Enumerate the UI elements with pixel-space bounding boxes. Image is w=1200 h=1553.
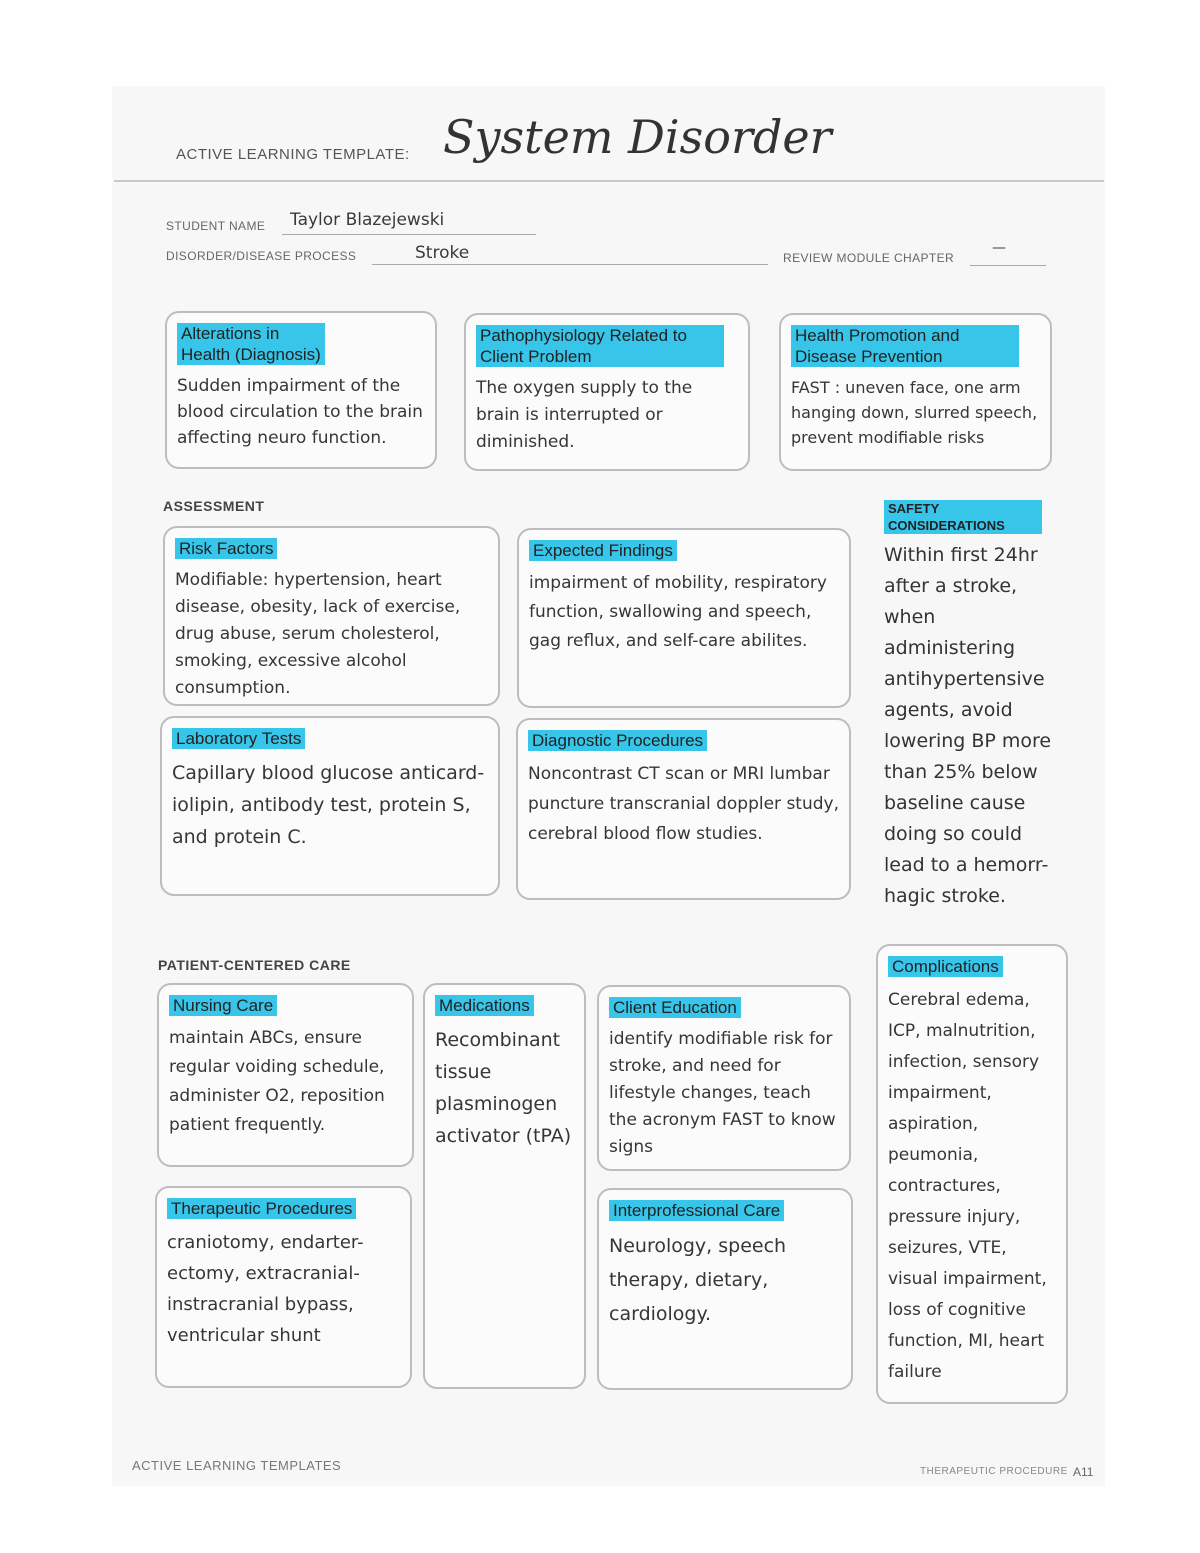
page-title: System Disorder bbox=[443, 110, 832, 164]
assessment-label: ASSESSMENT bbox=[163, 498, 265, 514]
expected-findings-title: Expected Findings bbox=[529, 540, 677, 561]
medications-title: Medications bbox=[435, 995, 534, 1016]
footer-left: ACTIVE LEARNING TEMPLATES bbox=[132, 1458, 342, 1473]
student-name-line bbox=[282, 234, 536, 235]
health-promotion-box bbox=[779, 313, 1052, 471]
nursing-care-text[interactable]: maintain ABCs, ensure regular voiding schedule, administer O2, reposition patient frequently. bbox=[169, 1028, 385, 1135]
laboratory-tests-title: Laboratory Tests bbox=[172, 728, 305, 749]
therapeutic-procedures-box bbox=[155, 1186, 412, 1388]
therapeutic-procedures-text[interactable]: craniotomy, endarter-ectomy, extracranial-instracranial bypass, ventricular shunt bbox=[167, 1232, 364, 1346]
disorder-label: DISORDER/DISEASE PROCESS bbox=[166, 249, 357, 263]
safety-text[interactable]: Within first 24hr after a stroke, when administering antihypertensive agents, avoid lowering BP more than 25% below baseline cause doing so could lead to a hemorr-hagic stroke. bbox=[884, 544, 1052, 907]
alterations-title: Alterations in Health (Diagnosis) bbox=[177, 323, 325, 365]
student-name-value[interactable]: Taylor Blazejewski bbox=[290, 210, 445, 230]
interprofessional-care-text[interactable]: Neurology, speech therapy, dietary, cardiology. bbox=[609, 1235, 787, 1325]
pathophysiology-title: Pathophysiology Related to Client Problem bbox=[476, 325, 724, 367]
interprofessional-care-title: Interprofessional Care bbox=[609, 1200, 784, 1221]
risk-factors-title: Risk Factors bbox=[175, 538, 277, 559]
complications-box bbox=[876, 944, 1068, 1404]
alterations-text[interactable]: Sudden impairment of the blood circulation to the brain affecting neuro function. bbox=[177, 376, 423, 448]
diagnostic-procedures-box bbox=[516, 718, 851, 900]
nursing-care-title: Nursing Care bbox=[169, 995, 277, 1016]
risk-factors-text[interactable]: Modifiable: hypertension, heart disease, obesity, lack of exercise, drug abuse, serum cholesterol, smoking, excessive alcohol consumption. bbox=[175, 570, 461, 698]
medications-text[interactable]: Recombinant tissue plasminogen activator (tPA) bbox=[435, 1029, 572, 1147]
disorder-line bbox=[372, 264, 768, 265]
diagnostic-procedures-title: Diagnostic Procedures bbox=[528, 730, 707, 751]
title-divider bbox=[114, 180, 1104, 182]
health-promotion-title: Health Promotion and Disease Prevention bbox=[791, 325, 1019, 367]
chapter-label: REVIEW MODULE CHAPTER bbox=[783, 251, 955, 265]
health-promotion-text[interactable]: FAST : uneven face, one arm hanging down, slurred speech, prevent modifiable risks bbox=[791, 378, 1038, 447]
client-education-title: Client Education bbox=[609, 997, 741, 1018]
risk-factors-box bbox=[163, 526, 500, 706]
therapeutic-procedures-title: Therapeutic Procedures bbox=[167, 1198, 356, 1219]
safety-title-wrap bbox=[884, 500, 1062, 536]
medications-box bbox=[423, 983, 586, 1389]
expected-findings-text[interactable]: impairment of mobility, respiratory function, swallowing and speech, gag reflux, and self-care abilites. bbox=[529, 573, 827, 651]
patient-care-label: PATIENT-CENTERED CARE bbox=[158, 957, 351, 973]
client-education-box bbox=[597, 985, 851, 1171]
page-number: A11 bbox=[1073, 1465, 1094, 1479]
complications-title: Complications bbox=[888, 956, 1003, 977]
laboratory-tests-text[interactable]: Capillary blood glucose anticard-iolipin, antibody test, protein S, and protein C. bbox=[172, 762, 485, 848]
student-name-label: STUDENT NAME bbox=[166, 219, 266, 233]
safety-title: SAFETY CONSIDERATIONS bbox=[884, 500, 1042, 534]
complications-text[interactable]: Cerebral edema, ICP, malnutrition, infection, sensory impairment, aspiration, peumonia, contractures, pressure injury, seizures, VTE, visual impairment, loss of cognitive function, MI, heart failure bbox=[888, 990, 1047, 1382]
alterations-box bbox=[165, 311, 437, 469]
footer-right: THERAPEUTIC PROCEDURE bbox=[920, 1466, 1068, 1477]
expected-findings-box bbox=[517, 528, 851, 708]
client-education-text[interactable]: identify modifiable risk for stroke, and need for lifestyle changes, teach the acronym FAST to know signs bbox=[609, 1029, 836, 1157]
pathophysiology-box bbox=[464, 313, 750, 471]
safety-considerations bbox=[884, 500, 1062, 912]
chapter-line bbox=[970, 265, 1046, 266]
chapter-value[interactable]: — bbox=[992, 240, 1006, 256]
interprofessional-care-box bbox=[597, 1188, 853, 1390]
laboratory-tests-box bbox=[160, 716, 500, 896]
template-label: ACTIVE LEARNING TEMPLATE: bbox=[176, 146, 410, 163]
nursing-care-box bbox=[157, 983, 414, 1167]
pathophysiology-text[interactable]: The oxygen supply to the brain is interrupted or diminished. bbox=[476, 378, 693, 452]
disorder-value[interactable]: Stroke bbox=[415, 243, 470, 263]
diagnostic-procedures-text[interactable]: Noncontrast CT scan or MRI lumbar puncture transcranial doppler study, cerebral blood flow studies. bbox=[528, 764, 840, 844]
